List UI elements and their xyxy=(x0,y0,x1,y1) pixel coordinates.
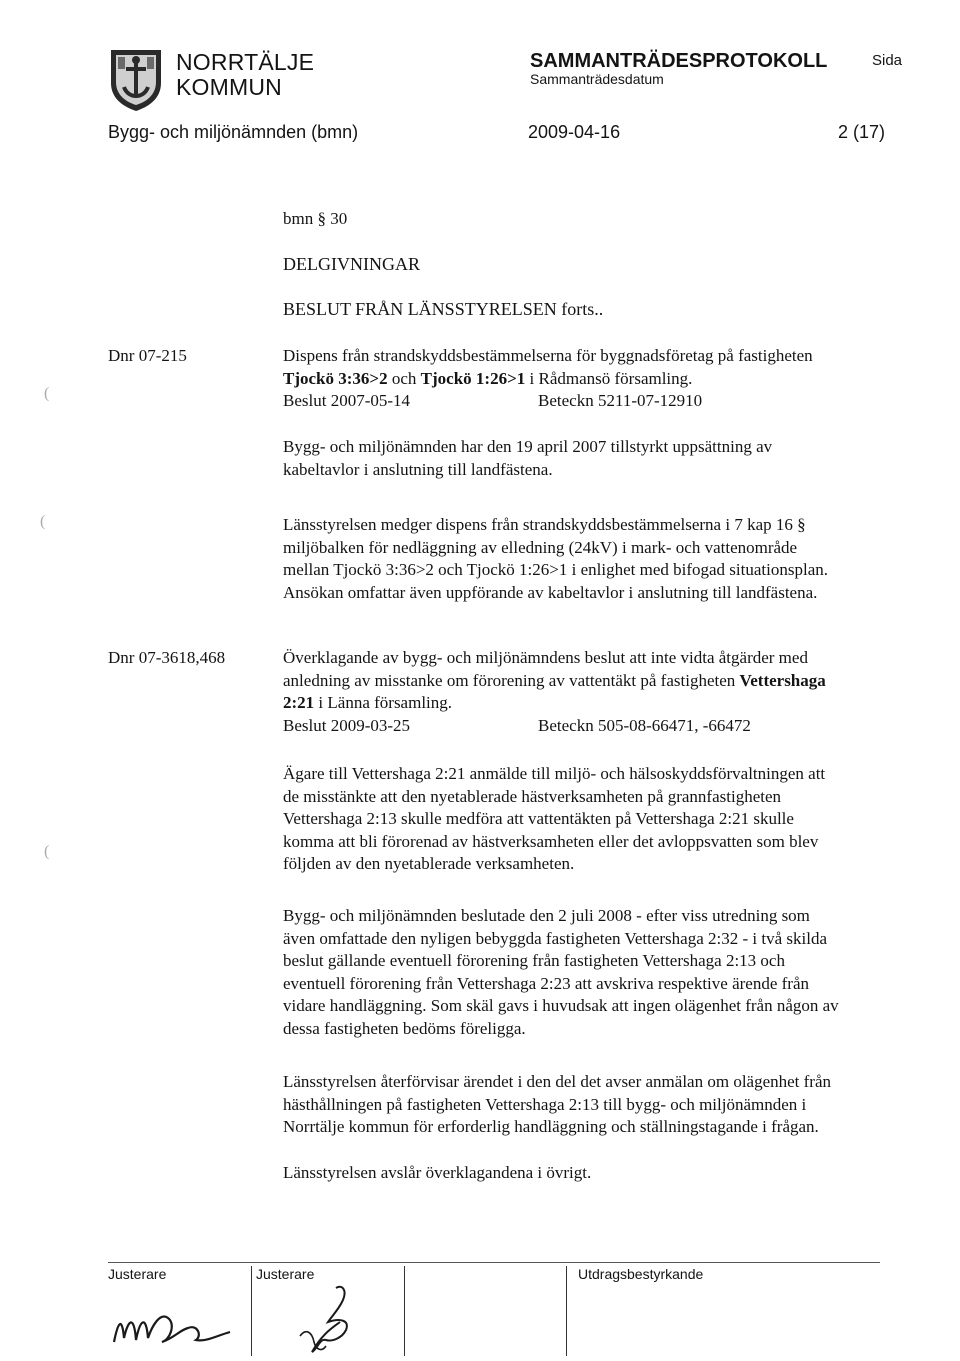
text-line: även omfattade den nyligen bebyggda fastigheten Vettershaga 2:32 - i två skilda xyxy=(283,928,827,948)
case1-title-line2 xyxy=(283,368,923,391)
coat-of-arms-icon xyxy=(108,47,164,113)
document-title: SAMMANTRÄDESPROTOKOLL xyxy=(530,50,828,72)
case2-dnr: Dnr 07-3618,468 xyxy=(108,648,226,667)
signature-2 xyxy=(292,1282,372,1361)
case1-title xyxy=(283,345,923,413)
org-name-line2: KOMMUN xyxy=(176,74,282,100)
case2-beteckn: Beteckn 505-08-66471, -66472 xyxy=(538,715,751,735)
case2-title-text: anledning av misstanke om förorening av vattentäkt på fastigheten xyxy=(283,670,740,690)
case1-decision-row xyxy=(283,390,923,413)
text-line: eventuell förorening från Vettershaga 2:23 att avskriva respektive ärende från xyxy=(283,973,809,993)
case2-paragraph4 xyxy=(283,1162,923,1185)
footer-divider xyxy=(566,1266,567,1356)
case2-title-line2 xyxy=(283,670,923,693)
text-line: Bygg- och miljönämnden har den 19 april 2007 tillstyrkt uppsättning av xyxy=(283,437,773,456)
case1-beslut: Beslut 2007-05-14 xyxy=(283,391,411,410)
property-tjocko-1-26: Tjockö 1:26>1 xyxy=(420,368,526,388)
margin-mark: ( xyxy=(40,513,46,530)
case2-title-line1: Överklagande av bygg- och miljönämndens beslut att inte vidta åtgärder med xyxy=(283,648,808,667)
text-line: Länsstyrelsen medger dispens från strandskyddsbestämmelserna i 7 kap 16 § xyxy=(283,515,806,534)
footer-justerare-1: Justerare xyxy=(108,1266,167,1282)
text-line: komma att bli förorenad av hästverksamheten eller det avloppsvatten som blev xyxy=(283,831,819,851)
case1-beteckn: Beteckn 5211-07-12910 xyxy=(538,391,703,410)
case1-dnr: Dnr 07-215 xyxy=(108,346,187,365)
text-line: Länsstyrelsen avslår överklagandena i övrigt. xyxy=(283,1163,592,1182)
text-line: Norrtälje kommun för erforderlig handläggning och ställningstagande i frågan. xyxy=(283,1117,819,1136)
text-line: hästhållningen på fastigheten Vettershaga 2:13 till bygg- och miljönämnden i xyxy=(283,1094,807,1114)
section-subheading: BESLUT FRÅN LÄNSSTYRELSEN forts.. xyxy=(283,299,604,319)
case2-title xyxy=(283,647,923,737)
case2-beslut: Beslut 2009-03-25 xyxy=(283,715,411,735)
committee-name: Bygg- och miljönämnden (bmn) xyxy=(108,122,359,142)
case2-paragraph3 xyxy=(283,1071,923,1139)
page-label: Sida xyxy=(872,52,903,69)
margin-mark: ( xyxy=(44,385,50,402)
footer-utdragsbestyrkande: Utdragsbestyrkande xyxy=(578,1266,704,1282)
text-line: vidare handläggning. Som skäl gavs i huvudsak att ingen olägenhet från någon av xyxy=(283,996,839,1015)
text-line: beslut gällande eventuell förorening från fastigheten Vettershaga 2:13 och xyxy=(283,951,785,970)
property-tjocko-3-36: Tjockö 3:36>2 xyxy=(283,368,388,388)
footer-divider xyxy=(404,1266,405,1356)
text-line: mellan Tjockö 3:36>2 och Tjockö 1:26>1 i enlighet med bifogad situationsplan. xyxy=(283,560,828,579)
text-line: Ägare till Vettershaga 2:21 anmälde till miljö- och hälsoskyddsförvaltningen att xyxy=(283,764,826,783)
footer-justerare-2: Justerare xyxy=(256,1266,315,1282)
case2-decision-row xyxy=(283,715,923,738)
text-line: Ansökan omfattar även uppförande av kabeltavlor i anslutning till landfästena. xyxy=(283,582,818,602)
section-heading: DELGIVNINGAR xyxy=(283,254,420,274)
margin-mark: ( xyxy=(44,843,50,860)
footer-divider xyxy=(251,1266,252,1356)
text-line: Bygg- och miljönämnden beslutade den 2 juli 2008 - efter viss utredning som xyxy=(283,906,810,925)
text-line: följden av den nyetablerade verksamheten. xyxy=(283,854,575,873)
footer-rule xyxy=(108,1262,880,1263)
meeting-date: 2009-04-16 xyxy=(528,122,621,142)
case2-paragraph1 xyxy=(283,763,923,876)
case1-paragraph1 xyxy=(283,436,923,481)
case1-title-line1: Dispens från strandskyddsbestämmelserna för byggnadsföretag på fastigheten xyxy=(283,346,813,365)
text-line: Länsstyrelsen återförvisar ärendet i den del det avser anmälan om olägenhet från xyxy=(283,1072,832,1091)
case1-title-connector: och xyxy=(387,368,421,388)
document-subtitle: Sammanträdesdatum xyxy=(530,71,664,87)
case2-paragraph2 xyxy=(283,905,923,1040)
text-line: de misstänkte att den nyetablerade hästverksamheten på grannfastigheten xyxy=(283,786,782,806)
case1-title-end: i Rådmansö församling. xyxy=(525,368,693,388)
property-vettershaga-number: 2:21 xyxy=(283,693,315,712)
property-vettershaga: Vettershaga xyxy=(739,670,826,690)
case2-title-end: i Länna församling. xyxy=(314,693,453,712)
page-number: 2 (17) xyxy=(838,122,886,142)
org-name-line1: NORRTÄLJE xyxy=(176,49,315,75)
case2-title-line3 xyxy=(283,692,923,715)
case1-paragraph2 xyxy=(283,514,923,604)
text-line: Vettershaga 2:13 skulle medföra att vattentäkten på Vettershaga 2:21 skulle xyxy=(283,809,794,828)
signature-1 xyxy=(110,1302,240,1359)
text-line: miljöbalken för nedläggning av elledning (24kV) i mark- och vattenområde xyxy=(283,537,798,557)
paragraph-reference: bmn § 30 xyxy=(283,209,348,228)
text-line: kabeltavlor i anslutning till landfästena. xyxy=(283,459,553,479)
text-line: dessa fastigheten bedöms föreligga. xyxy=(283,1018,526,1038)
